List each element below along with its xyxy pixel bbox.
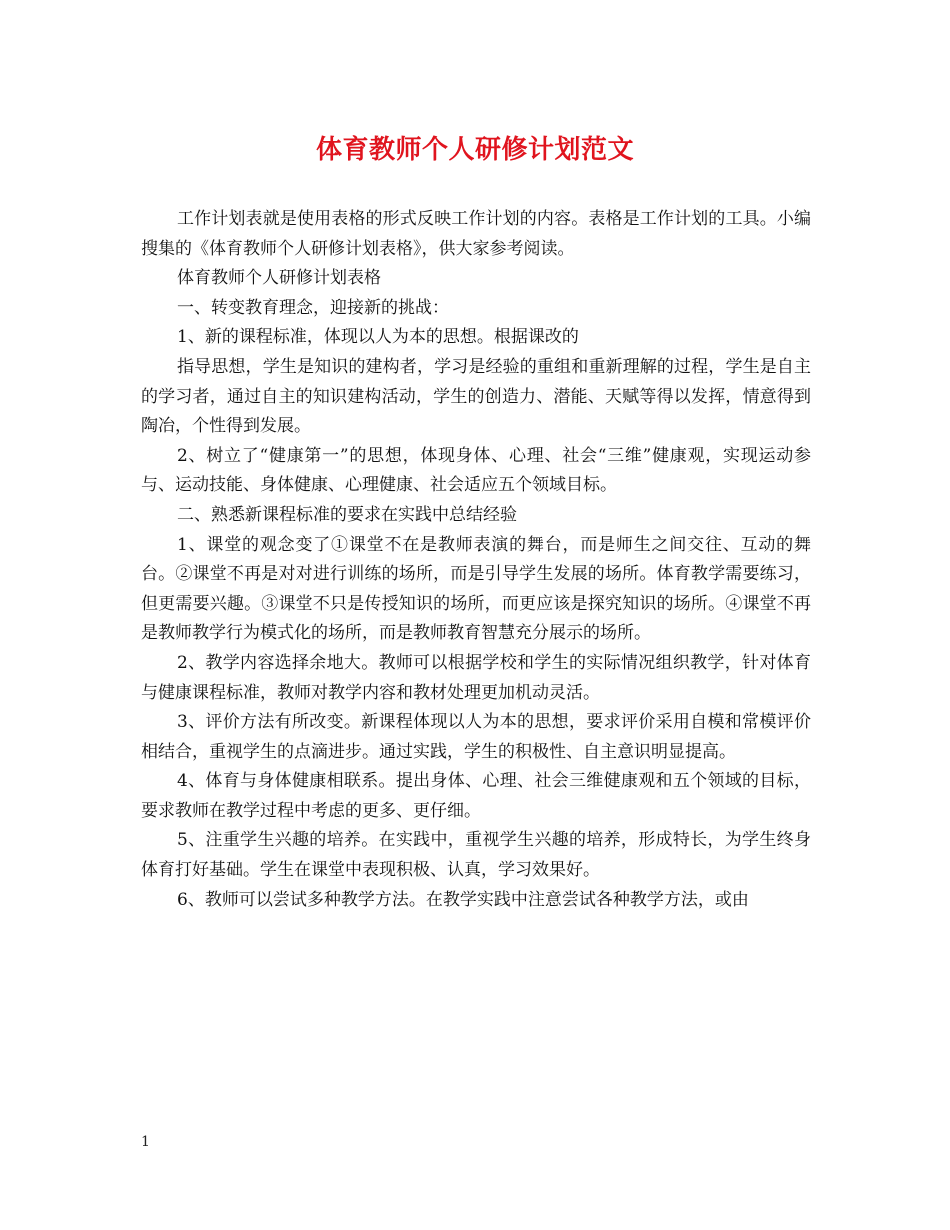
paragraph: 体育教师个人研修计划表格 (177, 268, 381, 289)
paragraph: 工作计划表就是使用表格的形式反映工作计划的内容。表格是工作计划的工具。小编搜集的《体育教师个人研修计划表格》，供大家参考阅读。 (141, 209, 811, 259)
paragraph: 6、教师可以尝试多种教学方法。在教学实践中注意尝试各种教学方法，或由 (177, 889, 749, 910)
paragraph: 1、课堂的观念变了①课堂不在是教师表演的舞台，而是师生之间交往、互动的舞台。②课堂不再是对对进行训练的场所，而是引导学生发展的场所。体育教学需要练习，但更需要兴趣。③课堂不只是传授知识的场所，而更应该是探究知识的场所。④课堂不再是教师教学行为模式化的场所，而是教师教育智慧充分展示的场所。 (141, 534, 811, 644)
document-body (141, 205, 811, 915)
paragraph: 2、树立了“健康第一”的思想，体现身体、心理、社会“三维”健康观，实现运动参与、运动技能、身体健康、心理健康、社会适应五个领域目标。 (141, 445, 811, 496)
paragraph: 二、熟悉新课程标准的要求在实践中总结经验 (177, 504, 517, 525)
page-number: 1 (141, 1134, 150, 1150)
paragraph: 1、新的课程标准，体现以人为本的思想。根据课改的 (177, 327, 579, 348)
paragraph: 指导思想，学生是知识的建构者，学习是经验的重组和重新理解的过程，学生是自主的学习者，通过自主的知识建构活动，学生的创造力、潜能、天赋等得以发挥，情意得到陶冶，个性得到发展。 (141, 356, 811, 437)
paragraph: 2、教学内容选择余地大。教师可以根据学校和学生的实际情况组织教学，针对体育与健康课程标准，教师对教学内容和教材处理更加机动灵活。 (141, 652, 811, 703)
paragraph: 5、注重学生兴趣的培养。在实践中，重视学生兴趣的培养，形成特长，为学生终身体育打好基础。学生在课堂中表现积极、认真，学习效果好。 (141, 830, 811, 881)
paragraph: 一、转变教育理念，迎接新的挑战： (177, 297, 449, 318)
paragraph: 4、体育与身体健康相联系。提出身体、心理、社会三维健康观和五个领域的目标，要求教师在教学过程中考虑的更多、更仔细。 (141, 771, 811, 821)
paragraph: 3、评价方法有所改变。新课程体现以人为本的思想，要求评价采用自模和常模评价相结合，重视学生的点滴进步。通过实践，学生的积极性、自主意识明显提高。 (141, 712, 811, 762)
document-title: 体育教师个人研修计划范文 (315, 135, 634, 165)
